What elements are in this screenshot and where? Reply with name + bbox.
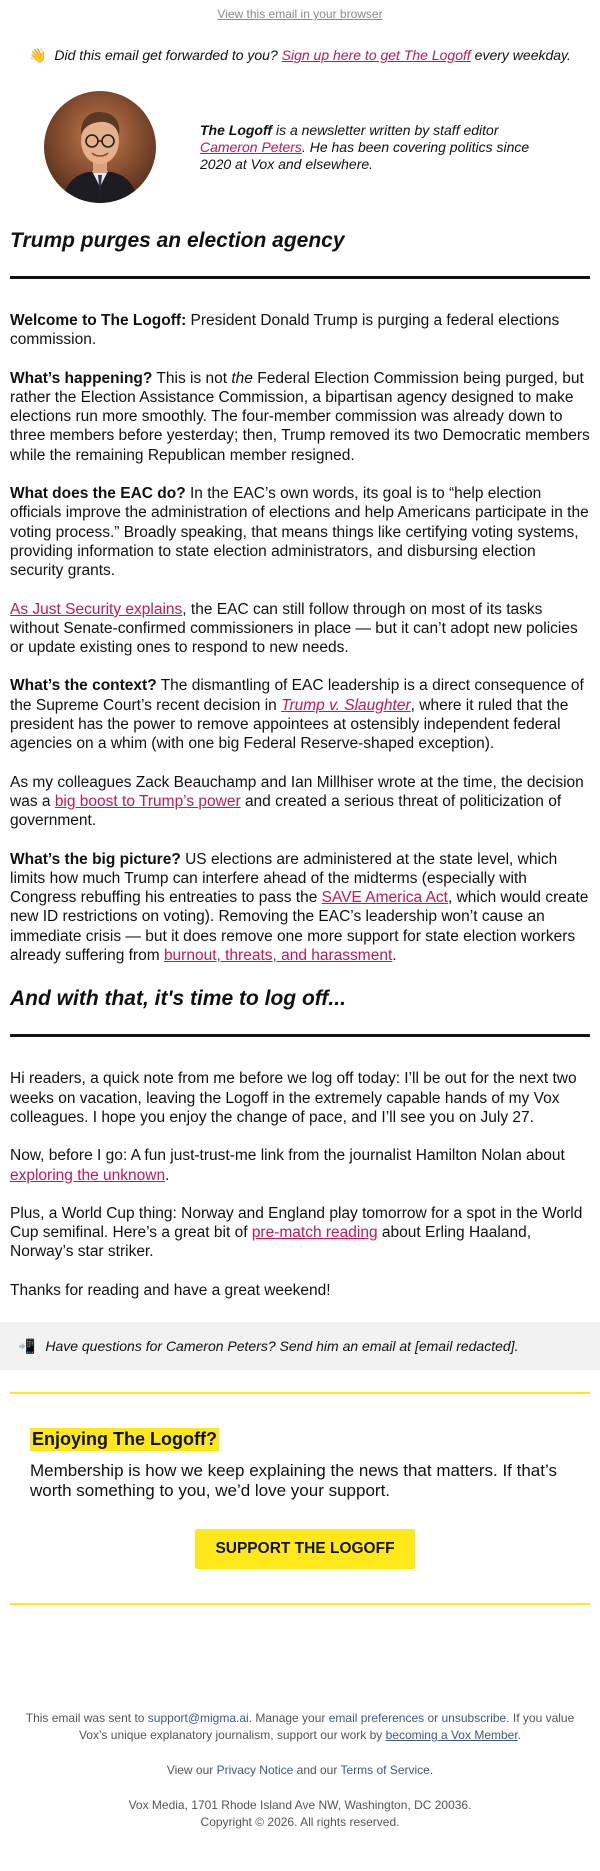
- article-section: [0, 311, 600, 965]
- signoff-heading: And with that, it's time to log off...: [10, 987, 346, 1011]
- membership-box: [10, 1392, 590, 1605]
- footer-address: [18, 1797, 582, 1831]
- contact-box: [0, 1322, 600, 1370]
- contact-text: Have questions for Cameron Peters? Send him an email at [email redacted].: [45, 1337, 519, 1354]
- recipient-email-link[interactable]: support@migma.ai: [147, 1710, 249, 1725]
- welcome-text: President Donald Trump is purging a federal elections commission.: [10, 312, 560, 349]
- text: Now, before I go: A fun just-trust-me link from the journalist Hamilton Nolan about: [10, 1147, 565, 1165]
- bio-text-2: . He has been covering politics since 2020 at Vox and elsewhere.: [200, 138, 530, 172]
- headline: Trump purges an election agency: [10, 229, 345, 252]
- signup-link[interactable]: Sign up here to get The Logoff: [281, 47, 471, 63]
- trump-v-slaughter-link[interactable]: Trump v. Slaughter: [281, 696, 411, 714]
- footer: [0, 1710, 600, 1851]
- text: In the EAC’s own words, its goal is to “help election officials improve the administration of elections and help Americans participate in the voting process.” Broadly speaking, that means things like certifying voting systems, providing information to state election administrators, and disbursing election security grants.: [10, 485, 589, 580]
- waving-hand-icon: 👋: [29, 47, 47, 63]
- signoff-paragraph: Thanks for reading and have a great weekend!: [10, 1281, 331, 1299]
- support-button[interactable]: SUPPORT THE LOGOFF: [195, 1529, 414, 1569]
- signoff-section: [0, 1069, 600, 1300]
- divider: [10, 1034, 590, 1037]
- view-in-browser-link[interactable]: View this email in your browser: [217, 7, 383, 21]
- forwarded-text: Did this email get forwarded to you?: [54, 47, 278, 63]
- signoff-paragraph: [10, 1204, 590, 1262]
- text: US elections are administered at the state level, which limits how much Trump can interfere ahead of the midterms (especially with Congress rebuffing his entreaties to pass the: [10, 850, 558, 907]
- text: .: [392, 947, 397, 965]
- signoff-paragraph: [10, 1146, 590, 1185]
- text: , where it ruled that the president has the power to remove appointees at ostensibly independent federal agencies on a whim (with one big Federal Reserve-shaped exception).: [10, 696, 569, 753]
- text: .: [429, 1762, 434, 1777]
- big-picture-label: What’s the big picture?: [10, 850, 181, 868]
- forwarded-after: every weekday.: [474, 47, 571, 63]
- terms-link[interactable]: Terms of Service: [340, 1762, 430, 1777]
- text: .: [165, 1166, 170, 1184]
- paragraph-welcome: [10, 311, 590, 350]
- unsubscribe-link[interactable]: unsubscribe: [441, 1710, 507, 1725]
- text: and created a serious threat of politicization of government.: [10, 792, 562, 830]
- text: and our: [296, 1762, 338, 1777]
- email-preferences-link[interactable]: email preferences: [328, 1710, 425, 1725]
- paragraph-context: [10, 676, 590, 753]
- browser-bar: [0, 0, 600, 21]
- author-avatar: [44, 91, 156, 203]
- text: Federal Election Commission being purged, but rather the Election Assistance Commission, a bipartisan agency designed to make elections run more smoothly. The four-member commission was already down to three members before yesterday; then, Trump removed its two Democratic members while the remaining Republican member resigned.: [10, 369, 590, 464]
- big-boost-link[interactable]: big boost to Trump’s power: [54, 792, 241, 810]
- newsletter-name: The Logoff: [200, 121, 273, 138]
- author-bio: [44, 91, 590, 203]
- footer-notice: [18, 1710, 582, 1744]
- welcome-label: Welcome to The Logoff:: [10, 312, 187, 329]
- membership-title: Enjoying The Logoff?: [32, 1428, 217, 1449]
- text: This email was sent to: [25, 1710, 145, 1725]
- save-america-act-link[interactable]: SAVE America Act: [321, 889, 448, 907]
- text: , the EAC can still follow through on most of its tasks without Senate-confirmed commissioners in place — but it can’t adopt new policies or update existing ones to respond to new needs.: [10, 600, 578, 657]
- text: As my colleagues Zack Beauchamp and Ian Millhiser wrote at the time, the decision was a: [10, 773, 584, 810]
- pre-match-reading-link[interactable]: pre-match reading: [251, 1224, 378, 1242]
- author-link[interactable]: Cameron Peters: [200, 138, 302, 155]
- bio-text: [200, 122, 550, 173]
- signoff-paragraph: Hi readers, a quick note from me before we log off today: I’ll be out for the next two weeks on vacation, leaving the Logoff in the extremely capable hands of my Vox colleagues. I hope you enjoy the change of pace, and I’ll see you on July 27.: [10, 1070, 577, 1126]
- text: or: [427, 1710, 439, 1725]
- text: The dismantling of EAC leadership is a direct consequence of the Supreme Court’s recent decision in: [10, 677, 584, 714]
- text: This is not: [156, 369, 228, 387]
- text: . If you value Vox’s unique explanatory journalism, support our work by: [78, 1710, 575, 1742]
- forwarded-notice: [10, 47, 590, 64]
- exploring-unknown-link[interactable]: exploring the unknown: [10, 1166, 166, 1184]
- text: .: [517, 1727, 522, 1742]
- divider: [10, 276, 590, 279]
- burnout-link[interactable]: burnout, threats, and harassment: [163, 947, 393, 965]
- vox-member-link[interactable]: becoming a Vox Member: [385, 1727, 518, 1742]
- footer-policies: [18, 1762, 582, 1779]
- whats-happening-label: What’s happening?: [10, 369, 153, 387]
- emphasis: the: [231, 369, 253, 387]
- privacy-notice-link[interactable]: Privacy Notice: [216, 1762, 294, 1777]
- text: , which would create new ID restrictions on voting). Removing the EAC’s leadership won’t cause an immediate crisis — but it does remove one more support for state election workers already suffering from: [10, 889, 589, 965]
- paragraph-colleagues: [10, 773, 590, 831]
- membership-text: Membership is how we keep explaining the news that matters. If that’s worth something to you, we’d love your support.: [30, 1460, 557, 1500]
- context-label: What’s the context?: [10, 677, 157, 695]
- address-text: Vox Media, 1701 Rhode Island Ave NW, Washington, DC 20036.: [128, 1797, 472, 1812]
- paragraph-just-security: [10, 600, 590, 658]
- mobile-phone-icon: 📲: [18, 1337, 36, 1354]
- text: about Erling Haaland, Norway’s star striker.: [10, 1224, 531, 1261]
- paragraph-whats-happening: [10, 369, 590, 465]
- copyright-text: Copyright © 2026. All rights reserved.: [200, 1814, 400, 1829]
- paragraph-big-picture: [10, 850, 590, 966]
- bio-text-1: is a newsletter written by staff editor: [275, 121, 499, 138]
- paragraph-what-eac-does: [10, 484, 590, 580]
- author-photo: [44, 91, 156, 203]
- text: View our: [166, 1762, 214, 1777]
- cta-wrap: [30, 1529, 580, 1569]
- just-security-link[interactable]: As Just Security explains: [10, 600, 183, 618]
- eac-label: What does the EAC do?: [10, 485, 186, 503]
- text: Plus, a World Cup thing: Norway and England play tomorrow for a spot in the World Cup semifinal. Here’s a great bit of: [10, 1204, 583, 1242]
- text: . Manage your: [248, 1710, 326, 1725]
